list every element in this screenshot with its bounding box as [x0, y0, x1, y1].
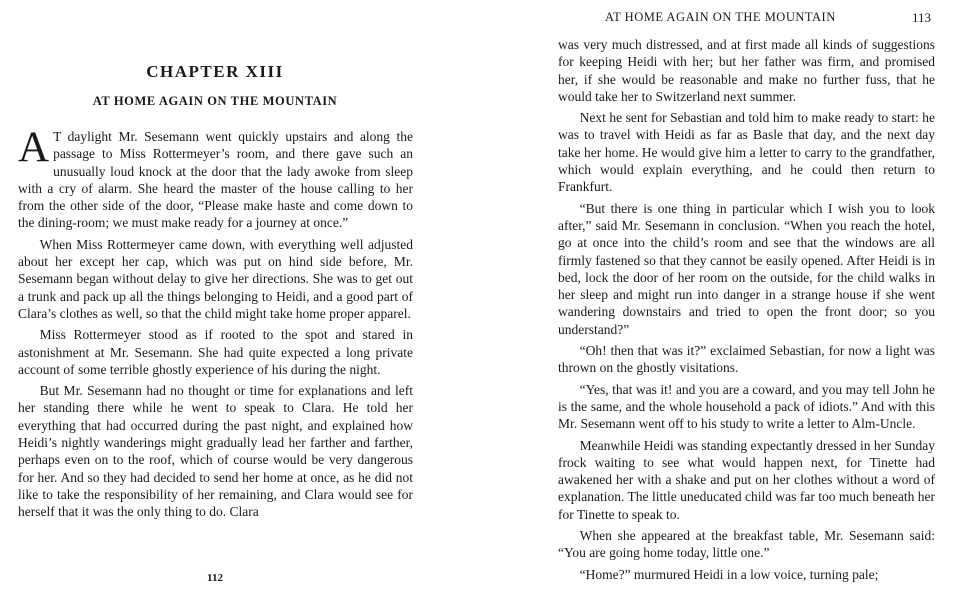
paragraph: Meanwhile Heidi was standing expectantly dressed in her Sunday frock waiting to see what would happen next, for Tinette had awakened her with a shake and put on her clothes without a word of explanation. The little uneducated child was far too much beneath her for Tinette to speak to. — [558, 437, 936, 522]
paragraph: When she appeared at the breakfast table, Mr. Sesemann said: “You are going home today, little one.” — [558, 528, 935, 561]
paragraph: “Home?” murmured Heidi in a low voice, turning pale; — [579, 566, 879, 582]
left-page-number: 112 — [207, 572, 223, 584]
drop-cap: A — [18, 124, 50, 171]
right-page-body — [558, 36, 935, 587]
running-head: AT HOME AGAIN ON THE MOUNTAIN — [605, 10, 836, 24]
paragraph: But Mr. Sesemann had no thought or time for explanations and left her standing there while he went to speak to Clara. He told her everything that had occurred during the past night, and explained how Heidi’s nightly wanderings might gradually lead her farther and farther, perhaps even on to the roof, which of course would be very dangerous for her. And so they had decided to send her home at once, as he did not like to take the responsibility of her remaining, and Clara would see for herself that it was the only thing to do. Clara — [18, 383, 413, 520]
paragraph-text: T daylight Mr. Sesemann went quickly upstairs and along the passage to Miss Rottermeyer’s room, and there gave such an unusually loud knock at the door that the lady awoke from sleep with a cry of alarm. She heard the master of the house calling to her from the other side of the door, “Please make haste and come down to the dining-room; we must make ready for a journey at once.” — [18, 129, 413, 231]
chapter-title: AT HOME AGAIN ON THE MOUNTAIN — [92, 94, 338, 108]
paragraph: When Miss Rottermeyer came down, with everything well adjusted about her except her cap, which was put on hind side before, Mr. Sesemann began without delay to give her directions. She was to get out a trunk and pack up all the things belonging to Heidi, and a good part of Clara’s clothes as well, so that the child might take home proper apparel. — [18, 236, 413, 321]
paragraph: “Oh! then that was it?” exclaimed Sebastian, for now a light was thrown on the ghostly visitations. — [558, 343, 935, 376]
right-page — [480, 0, 959, 600]
paragraph — [18, 124, 413, 232]
left-page-body — [18, 124, 413, 525]
chapter-number: CHAPTER XIII — [146, 62, 284, 81]
paragraph: “Yes, that was it! and you are a coward, and you may tell John he is the same, and the whole household a pack of idiots.” And with this Mr. Sesemann went off to his study to write a letter to Alm-Uncle. — [558, 381, 935, 432]
paragraph: “But there is one thing in particular which I wish you to look after,” said Mr. Sesemann in conclusion. “When you reach the hotel, go at once into the child’s room and see that the windows are all firmly fastened so that they cannot be easily opened. After Heidi is in bed, lock the door of her room on the outside, for the child walks in her sleep and might run into danger in a strange house if she went wandering downstairs and tried to open the front door; so you understand?” — [558, 200, 935, 337]
paragraph: was very much distressed, and at first made all kinds of suggestions for keeping Heidi with her; but her father was firm, and promised her, if she would be reasonable and make no further fuss, that he would take her to Switzerland next summer. — [558, 37, 935, 104]
paragraph: Next he sent for Sebastian and told him to make ready to start: he was to travel with Heidi as far as Basle that day, and the next day take her home. He would give him a letter to carry to the grandfather, which would explain everything, and he could then return to Frankfurt. — [558, 110, 935, 195]
right-page-number: 113 — [912, 10, 932, 25]
paragraph: Miss Rottermeyer stood as if rooted to the spot and stared in astonishment at Mr. Sesemann. She had quite expected a long private account of some terrible ghostly experience of his during the night. — [18, 327, 413, 377]
